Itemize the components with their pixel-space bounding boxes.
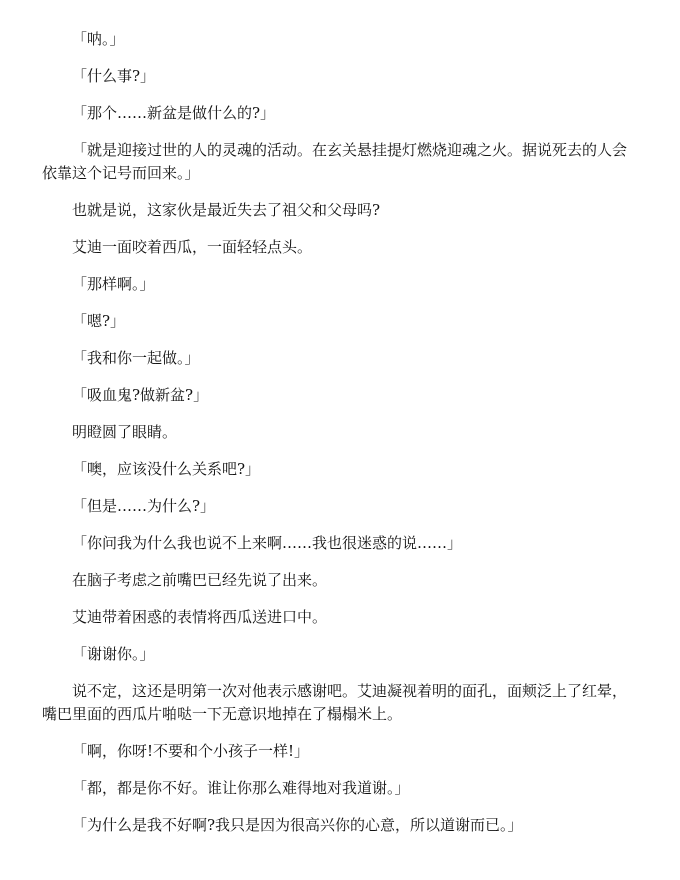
paragraph: 艾迪一面咬着西瓜，一面轻轻点头。 — [72, 238, 313, 256]
paragraph: 「那样啊。」 — [72, 275, 155, 293]
paragraph: 「但是……为什么?」 — [72, 497, 216, 515]
paragraph: 说不定，这还是明第一次对他表示感谢吧。艾迪凝视着明的面孔，面颊泛上了红晕，嘴巴里面的西瓜片啪哒一下无意识地掉在了榻榻米上。 — [42, 682, 628, 723]
paragraph: 艾迪带着困惑的表情将西瓜送进口中。 — [72, 608, 328, 626]
paragraph: 「呐。」 — [72, 30, 125, 48]
paragraph: 「我和你一起做。」 — [72, 349, 200, 367]
paragraph: 也就是说，这家伙是最近失去了祖父和父母吗? — [72, 201, 381, 219]
paragraph: 「谢谢你。」 — [72, 645, 155, 663]
paragraph: 「噢，应该没什么关系吧?」 — [72, 460, 261, 478]
paragraph: 「为什么是我不好啊?我只是因为很高兴你的心意，所以道谢而已。」 — [72, 816, 523, 834]
paragraph: 「嗯?」 — [72, 312, 126, 330]
paragraph: 「就是迎接过世的人的灵魂的活动。在玄关悬挂提灯燃烧迎魂之火。据说死去的人会依靠这个记号而回来。」 — [42, 141, 628, 182]
paragraph: 「那个……新盆是做什么的?」 — [72, 104, 276, 122]
paragraph: 「你问我为什么我也说不上来啊……我也很迷惑的说……」 — [72, 534, 463, 552]
paragraph: 在脑子考虑之前嘴巴已经先说了出来。 — [72, 571, 328, 589]
paragraph: 「啊，你呀!不要和个小孩子一样!」 — [72, 742, 310, 760]
paragraph: 明瞪圆了眼睛。 — [72, 423, 178, 441]
paragraph: 「什么事?」 — [72, 67, 156, 85]
paragraph: 「吸血鬼?做新盆?」 — [72, 386, 209, 404]
paragraph: 「都，都是你不好。谁让你那么难得地对我道谢。」 — [72, 779, 410, 797]
